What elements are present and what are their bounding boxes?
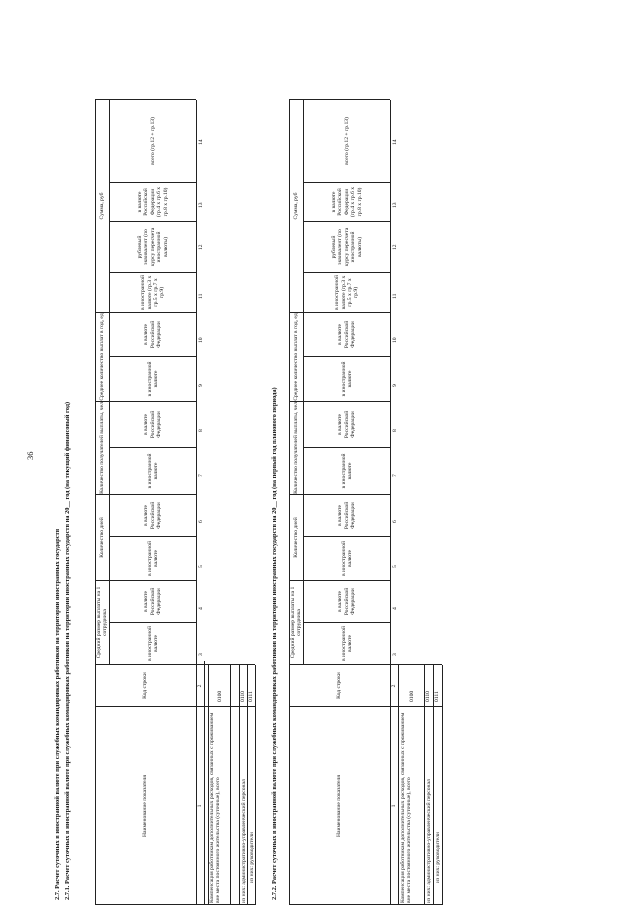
col-number: 9 [392, 384, 398, 387]
col-sum-header: Сумма, руб [292, 192, 299, 220]
col-number: 9 [198, 384, 204, 387]
col-number: 8 [392, 429, 398, 432]
col-number: 7 [392, 474, 398, 477]
table-row-code: 0110 [425, 691, 431, 702]
table2-title: 2.7.2. Расчет суточных в иностранной валюте при служебных командировках работников на территории иностранных государств на 20__ год (на первый год планового периода) [271, 387, 278, 900]
col-number: 11 [198, 293, 204, 299]
col-number: 1 [390, 804, 397, 808]
col-sum-header: Сумма, руб [98, 192, 105, 220]
sub-sum-total: всего (гр.12 + гр.13) [149, 117, 156, 165]
col-number: 14 [392, 139, 398, 145]
col-number: 3 [392, 653, 398, 656]
table-row-code: 0110 [240, 691, 246, 702]
col-number: 10 [198, 337, 204, 343]
sub-foreign: в иностранной валюте [146, 540, 159, 577]
sub-rub: в валюте Российской Федерации [337, 587, 357, 616]
col-number: 13 [198, 202, 204, 208]
col-number: 12 [392, 244, 398, 250]
sub-rub: в валюте Российской Федерации [143, 320, 163, 349]
sub-rub: в валюте Российской Федерации [143, 587, 163, 616]
page-number: 36 [25, 451, 35, 460]
col-avg-per-year-header: Среднее количество выплат в год, ед [98, 313, 105, 401]
col-number: 3 [198, 653, 204, 656]
table-row-name: из них: руководители [435, 832, 441, 883]
table-row-code: 0100 [409, 690, 415, 702]
table-row-code: 0100 [217, 690, 223, 702]
sub-foreign: в иностранной валюте [146, 453, 159, 489]
table-row-code: 0111 [248, 691, 254, 702]
col-avg-per-year-header: Среднее количество выплат в год, ед [292, 313, 299, 401]
col-number: 5 [198, 565, 204, 568]
col-number: 8 [198, 429, 204, 432]
sub-foreign: в иностранной валюте [340, 625, 353, 662]
table-row-name: из них: административно-управленческий персонал [426, 779, 432, 903]
col-number: 12 [198, 244, 204, 250]
col-name-header: Наименование показателя [336, 775, 343, 837]
col-number: 7 [198, 474, 204, 477]
sub-rub: в валюте Российской Федерации [143, 410, 163, 439]
col-number: 14 [198, 139, 204, 145]
col-days-header: Количество дней [98, 517, 105, 558]
table-row-name: из них: руководители [249, 832, 255, 883]
col-number: 4 [392, 607, 398, 610]
col-number: 11 [392, 293, 398, 299]
col-name-header: Наименование показателя [142, 775, 149, 837]
col-avg-payment-header: Средний размер выплаты на 1 сотрудника [289, 586, 302, 659]
sub-sum-total: всего (гр.12 + гр.13) [343, 117, 350, 165]
col-number: 5 [392, 565, 398, 568]
sub-sum-rub-equiv: рублевый эквивалент (по курсу пересчета иностранной валюты) [330, 227, 363, 267]
sub-rub: в валюте Российской Федерации [337, 410, 357, 439]
sub-rub: в валюте Российской Федерации [337, 501, 357, 530]
sub-foreign: в иностранной валюте [340, 453, 353, 489]
col-number: 10 [392, 337, 398, 343]
sub-rub: в валюте Российской Федерации [337, 320, 357, 349]
table-row-name: Компенсация работникам дополнительных расходов, связанных с проживанием вне места постоянного жительства (суточные), всего [400, 712, 413, 903]
col-avg-payment-header: Средний размер выплаты на 1 сотрудника [95, 586, 108, 659]
col-days-header: Количество дней [292, 517, 299, 558]
sub-foreign: в иностранной валюте [340, 540, 353, 577]
sub-sum-in-rub: в валюте Российской Федерации (гр.4 x гр.6 x гр.8 x гр.10) [136, 186, 169, 218]
sub-foreign: в иностранной валюте [146, 625, 159, 662]
sub-sum-in-rub: в валюте Российской Федерации (гр.4 x гр.6 x гр.8 x гр.10) [330, 186, 363, 218]
col-number: 6 [198, 520, 204, 523]
col-number: 1 [196, 804, 203, 808]
col-number: 2 [390, 684, 397, 688]
table-row-name: из них: административно-управленческий персонал [241, 779, 247, 903]
sub-foreign: в иностранной валюте [340, 361, 353, 397]
sub-foreign: в иностранной валюте [146, 361, 159, 397]
sub-rub: в валюте Российской Федерации [143, 501, 163, 530]
sub-sum-rub-equiv: рублевый эквивалент (по курсу пересчета иностранной валюты) [136, 227, 169, 267]
col-recipients-header: Количество получателей выплаты, чел [292, 402, 299, 494]
col-number: 6 [392, 520, 398, 523]
col-code-header: Код строки [142, 672, 149, 699]
col-recipients-header: Количество получателей выплаты, чел [98, 402, 105, 494]
col-number: 13 [392, 202, 398, 208]
section-heading: 2.7. Расчет суточных в иностранной валюте при служебных командировках работников на территории иностранных государств [54, 528, 61, 900]
table1-title: 2.7.1. Расчет суточных в иностранной валюте при служебных командировках работников на территории иностранных государств на 20__ год (на текущий финансовый год) [64, 401, 71, 900]
col-code-header: Код строки [336, 672, 343, 699]
sub-sum-foreign: в иностранной валюте (гр.3 x гр.5 x гр.7 x гр.9) [140, 274, 166, 311]
col-number: 2 [196, 684, 203, 688]
table-row-name: Компенсация работникам дополнительных расходов, связанных с проживанием вне места постоянного жительства (суточные), всего [209, 712, 222, 903]
table-row-code: 0111 [434, 691, 440, 702]
sub-sum-foreign: в иностранной валюте (гр.3 x гр.5 x гр.7 x гр.9) [334, 274, 360, 311]
col-number: 4 [198, 607, 204, 610]
